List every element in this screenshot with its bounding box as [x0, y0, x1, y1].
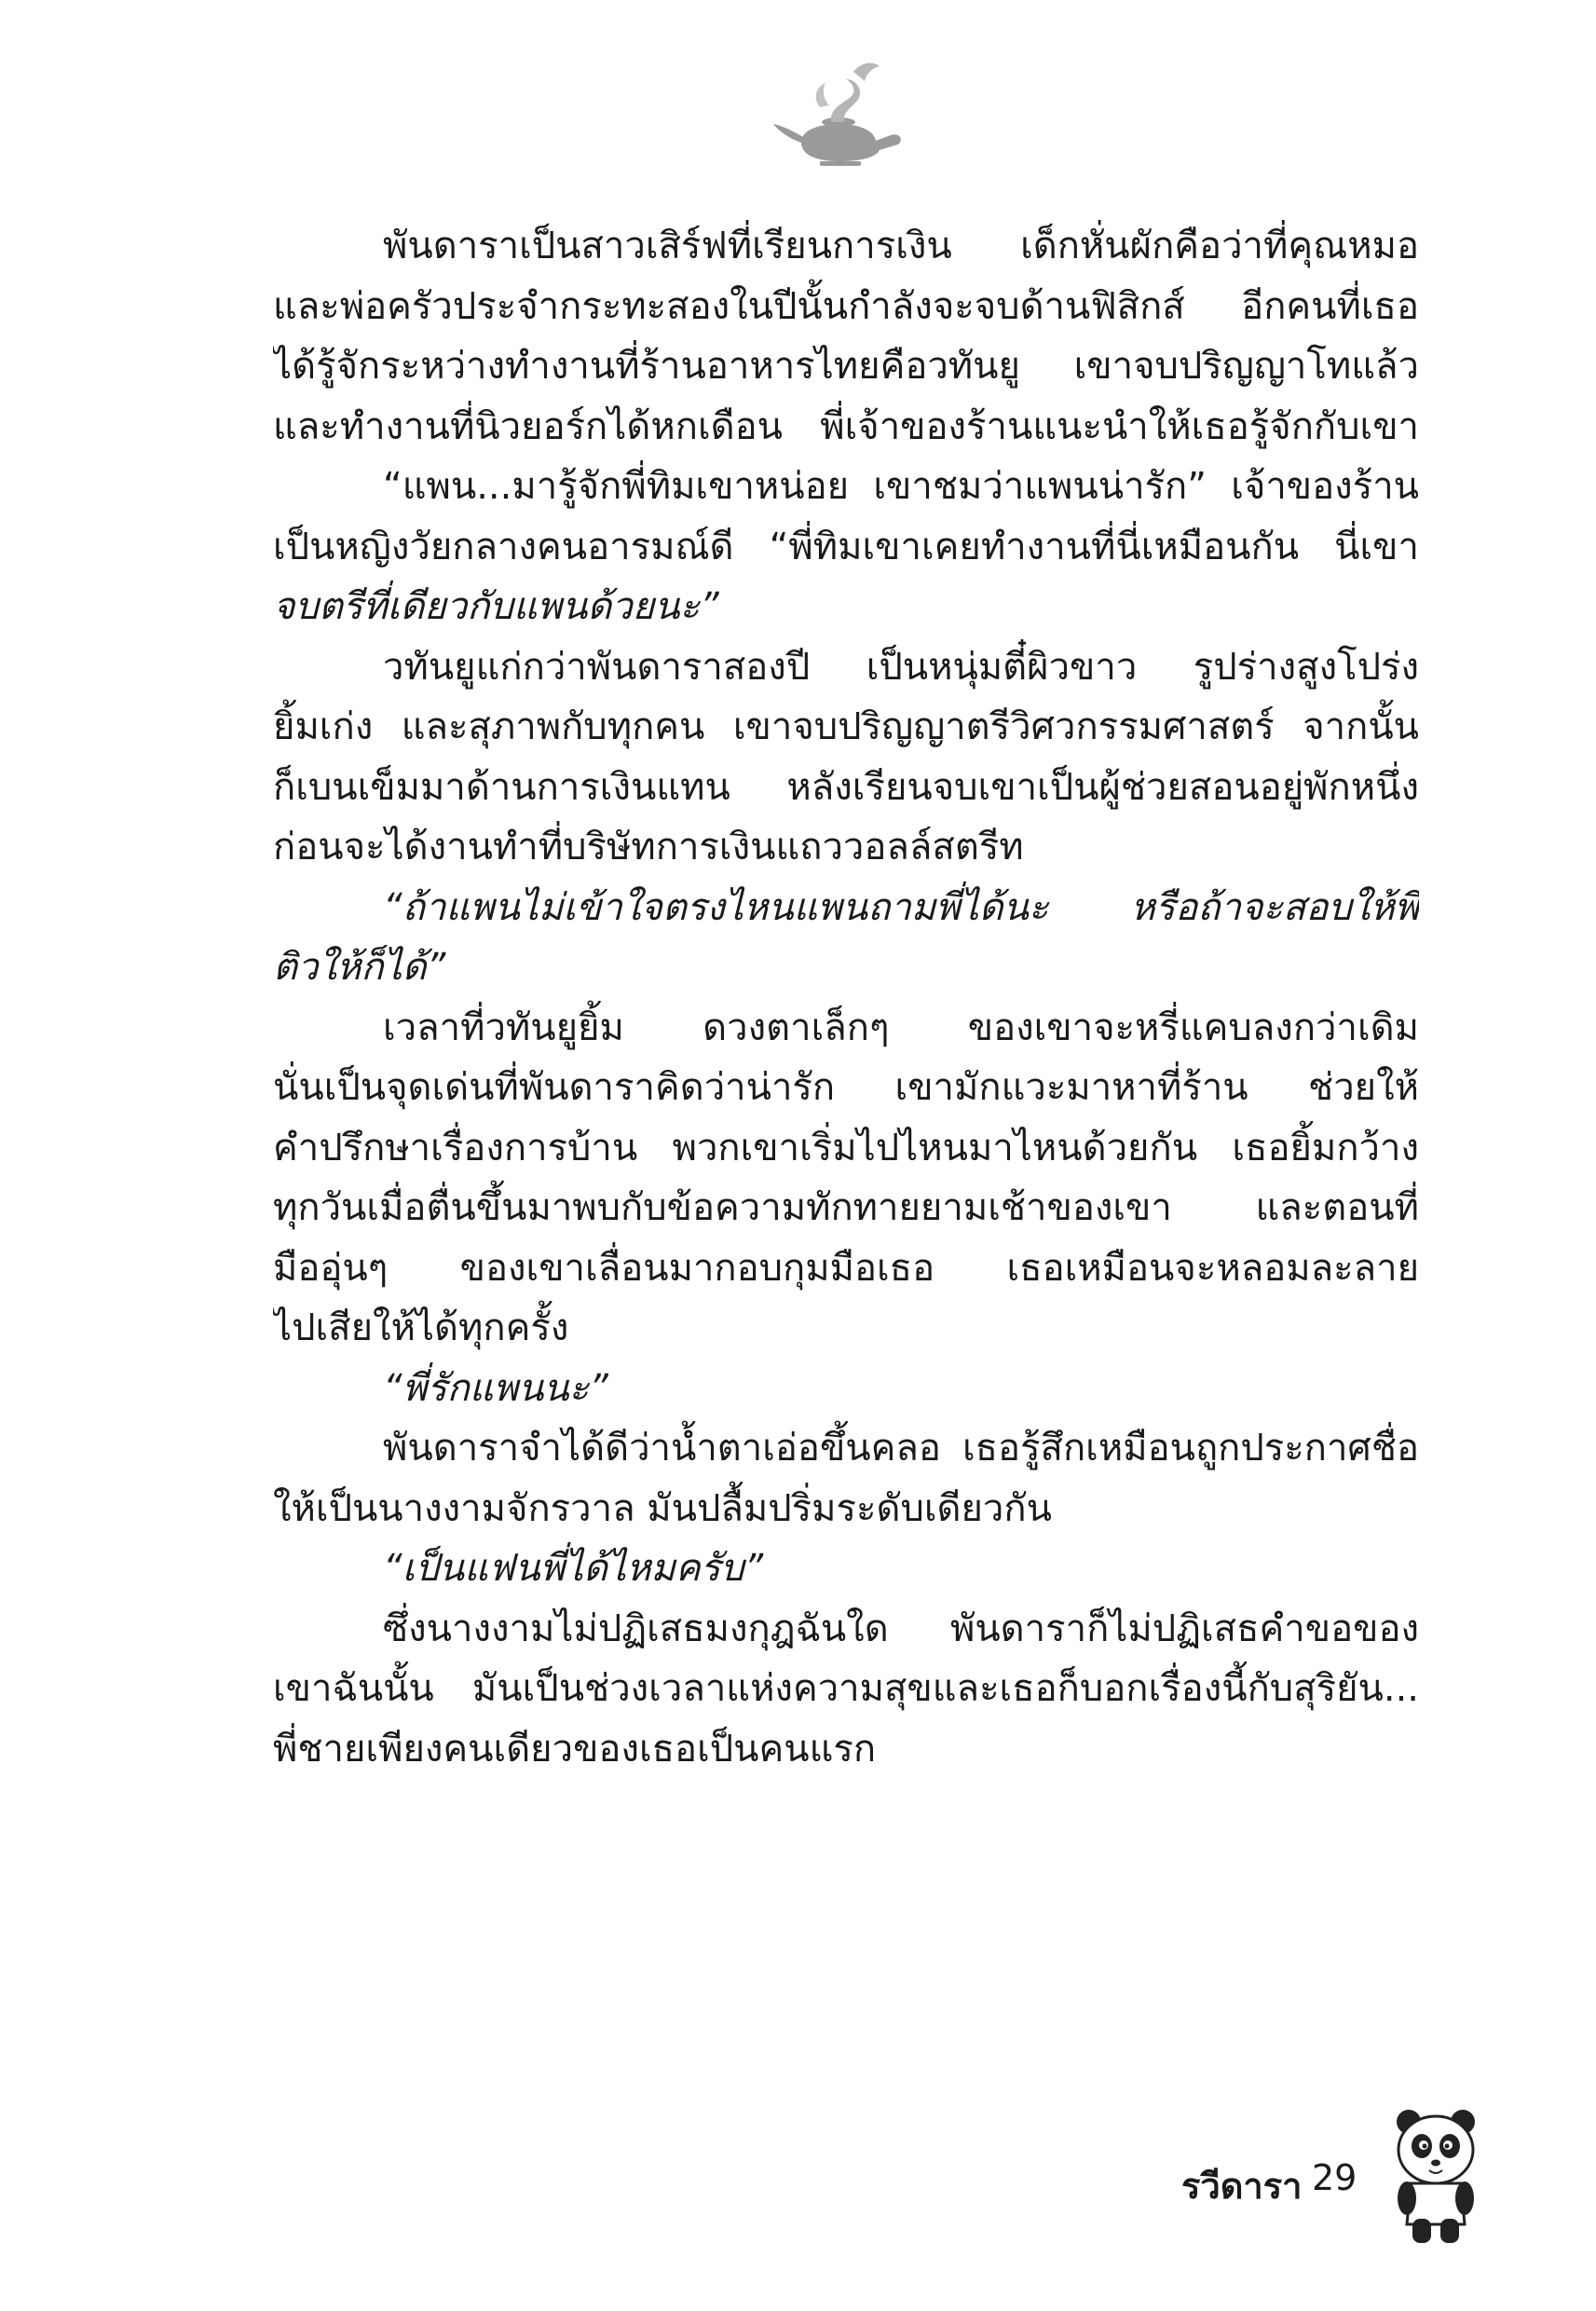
text-line: ก็เบนเข็มมาด้านการเงินแทน หลังเรียนจบเขาเป็นผู้ช่วยสอนอยู่พักหนึ่ง [273, 765, 1419, 809]
text-line: พันดาราจำได้ดีว่าน้ำตาเอ่อขึ้นคลอ เธอรู้สึกเหมือนถูกประกาศชื่อ [383, 1427, 1419, 1470]
text-line: จบตรีที่เดียวกับแพนด้วยนะ” [273, 585, 719, 628]
text-line: พี่ชายเพียงคนเดียวของเธอเป็นคนแรก [273, 1727, 877, 1771]
text-line: ได้รู้จักระหว่างทำงานที่ร้านอาหารไทยคือวทันยู เขาจบปริญญาโทแล้ว [273, 345, 1419, 388]
text-line: พันดาราเป็นสาวเสิร์ฟที่เรียนการเงิน เด็กหั่นผักคือว่าที่คุณหมอ [383, 225, 1419, 267]
text-line: “พี่รักแพนนะ” [383, 1366, 608, 1410]
text-line: เป็นหญิงวัยกลางคนอารมณ์ดี “พี่ทิมเขาเคยทำงานที่นี่เหมือนกัน นี่เขา [273, 525, 1419, 568]
text-line: เขาฉันนั้น มันเป็นช่วงเวลาแห่งความสุขและเธอก็บอกเรื่องนี้กับสุริยัน... [273, 1667, 1419, 1710]
body-text [273, 216, 1419, 1779]
text-line: มืออุ่นๆ ของเขาเลื่อนมากอบกุมมือเธอ เธอเหมือนจะหลอมละลาย [273, 1246, 1419, 1290]
text-line: ทุกวันเมื่อตื่นขึ้นมาพบกับข้อความทักทายยามเช้าของเขา และตอนที่ [273, 1186, 1419, 1229]
text-line: และพ่อครัวประจำกระทะสองในปีนั้นกำลังจะจบด้านฟิสิกส์ อีกคนที่เธอ [273, 284, 1419, 328]
text-line: ยิ้มเก่ง และสุภาพกับทุกคน เขาจบปริญญาตรีวิศวกรรมศาสตร์ จากนั้น [273, 705, 1419, 748]
text-line: ให้เป็นนางงามจักรวาล มันปลื้มปริ่มระดับเดียวกัน [273, 1486, 1052, 1530]
page-number: 29 [1312, 2157, 1357, 2198]
text-line: “แพน...มารู้จักพี่ทิมเขาหน่อย เขาชมว่าแพนน่ารัก” เจ้าของร้าน [383, 465, 1419, 508]
text-line: ติวให้ก็ได้” [273, 946, 446, 989]
text-line: คำปรึกษาเรื่องการบ้าน พวกเขาเริ่มไปไหนมาไหนด้วยกัน เธอยิ้มกว้าง [273, 1126, 1419, 1169]
text-line: ก่อนจะได้งานทำที่บริษัทการเงินแถววอลล์สตรีท [273, 826, 1024, 868]
panda-icon [1394, 2101, 1478, 2250]
text-line: เวลาที่วทันยูยิ้ม ดวงตาเล็กๆ ของเขาจะหรี่แคบลงกว่าเดิม [383, 1005, 1419, 1049]
text-line: ไปเสียให้ได้ทุกครั้ง [273, 1306, 569, 1349]
text-line: ซึ่งนางงามไม่ปฏิเสธมงกุฎฉันใด พันดาราก็ไม่ปฏิเสธคำขอของ [383, 1607, 1419, 1650]
text-line: “เป็นแฟนพี่ได้ไหมครับ” [383, 1547, 764, 1590]
magic-lamp-icon [764, 51, 913, 172]
text-line: วทันยูแก่กว่าพันดาราสองปี เป็นหนุ่มตี๋ผิวขาว รูปร่างสูงโปร่ง [383, 645, 1419, 689]
text-line: “ถ้าแพนไม่เข้าใจตรงไหนแพนถามพี่ได้นะ หรือถ้าจะสอบให้พี่ [383, 885, 1419, 929]
book-title: รวีดารา [1181, 2166, 1303, 2207]
text-line: นั่นเป็นจุดเด่นที่พันดาราคิดว่าน่ารัก เขามักแวะมาหาที่ร้าน ช่วยให้ [273, 1066, 1419, 1109]
text-line: และทำงานที่นิวยอร์กได้หกเดือน พี่เจ้าของร้านแนะนำให้เธอรู้จักกับเขา [273, 404, 1419, 448]
